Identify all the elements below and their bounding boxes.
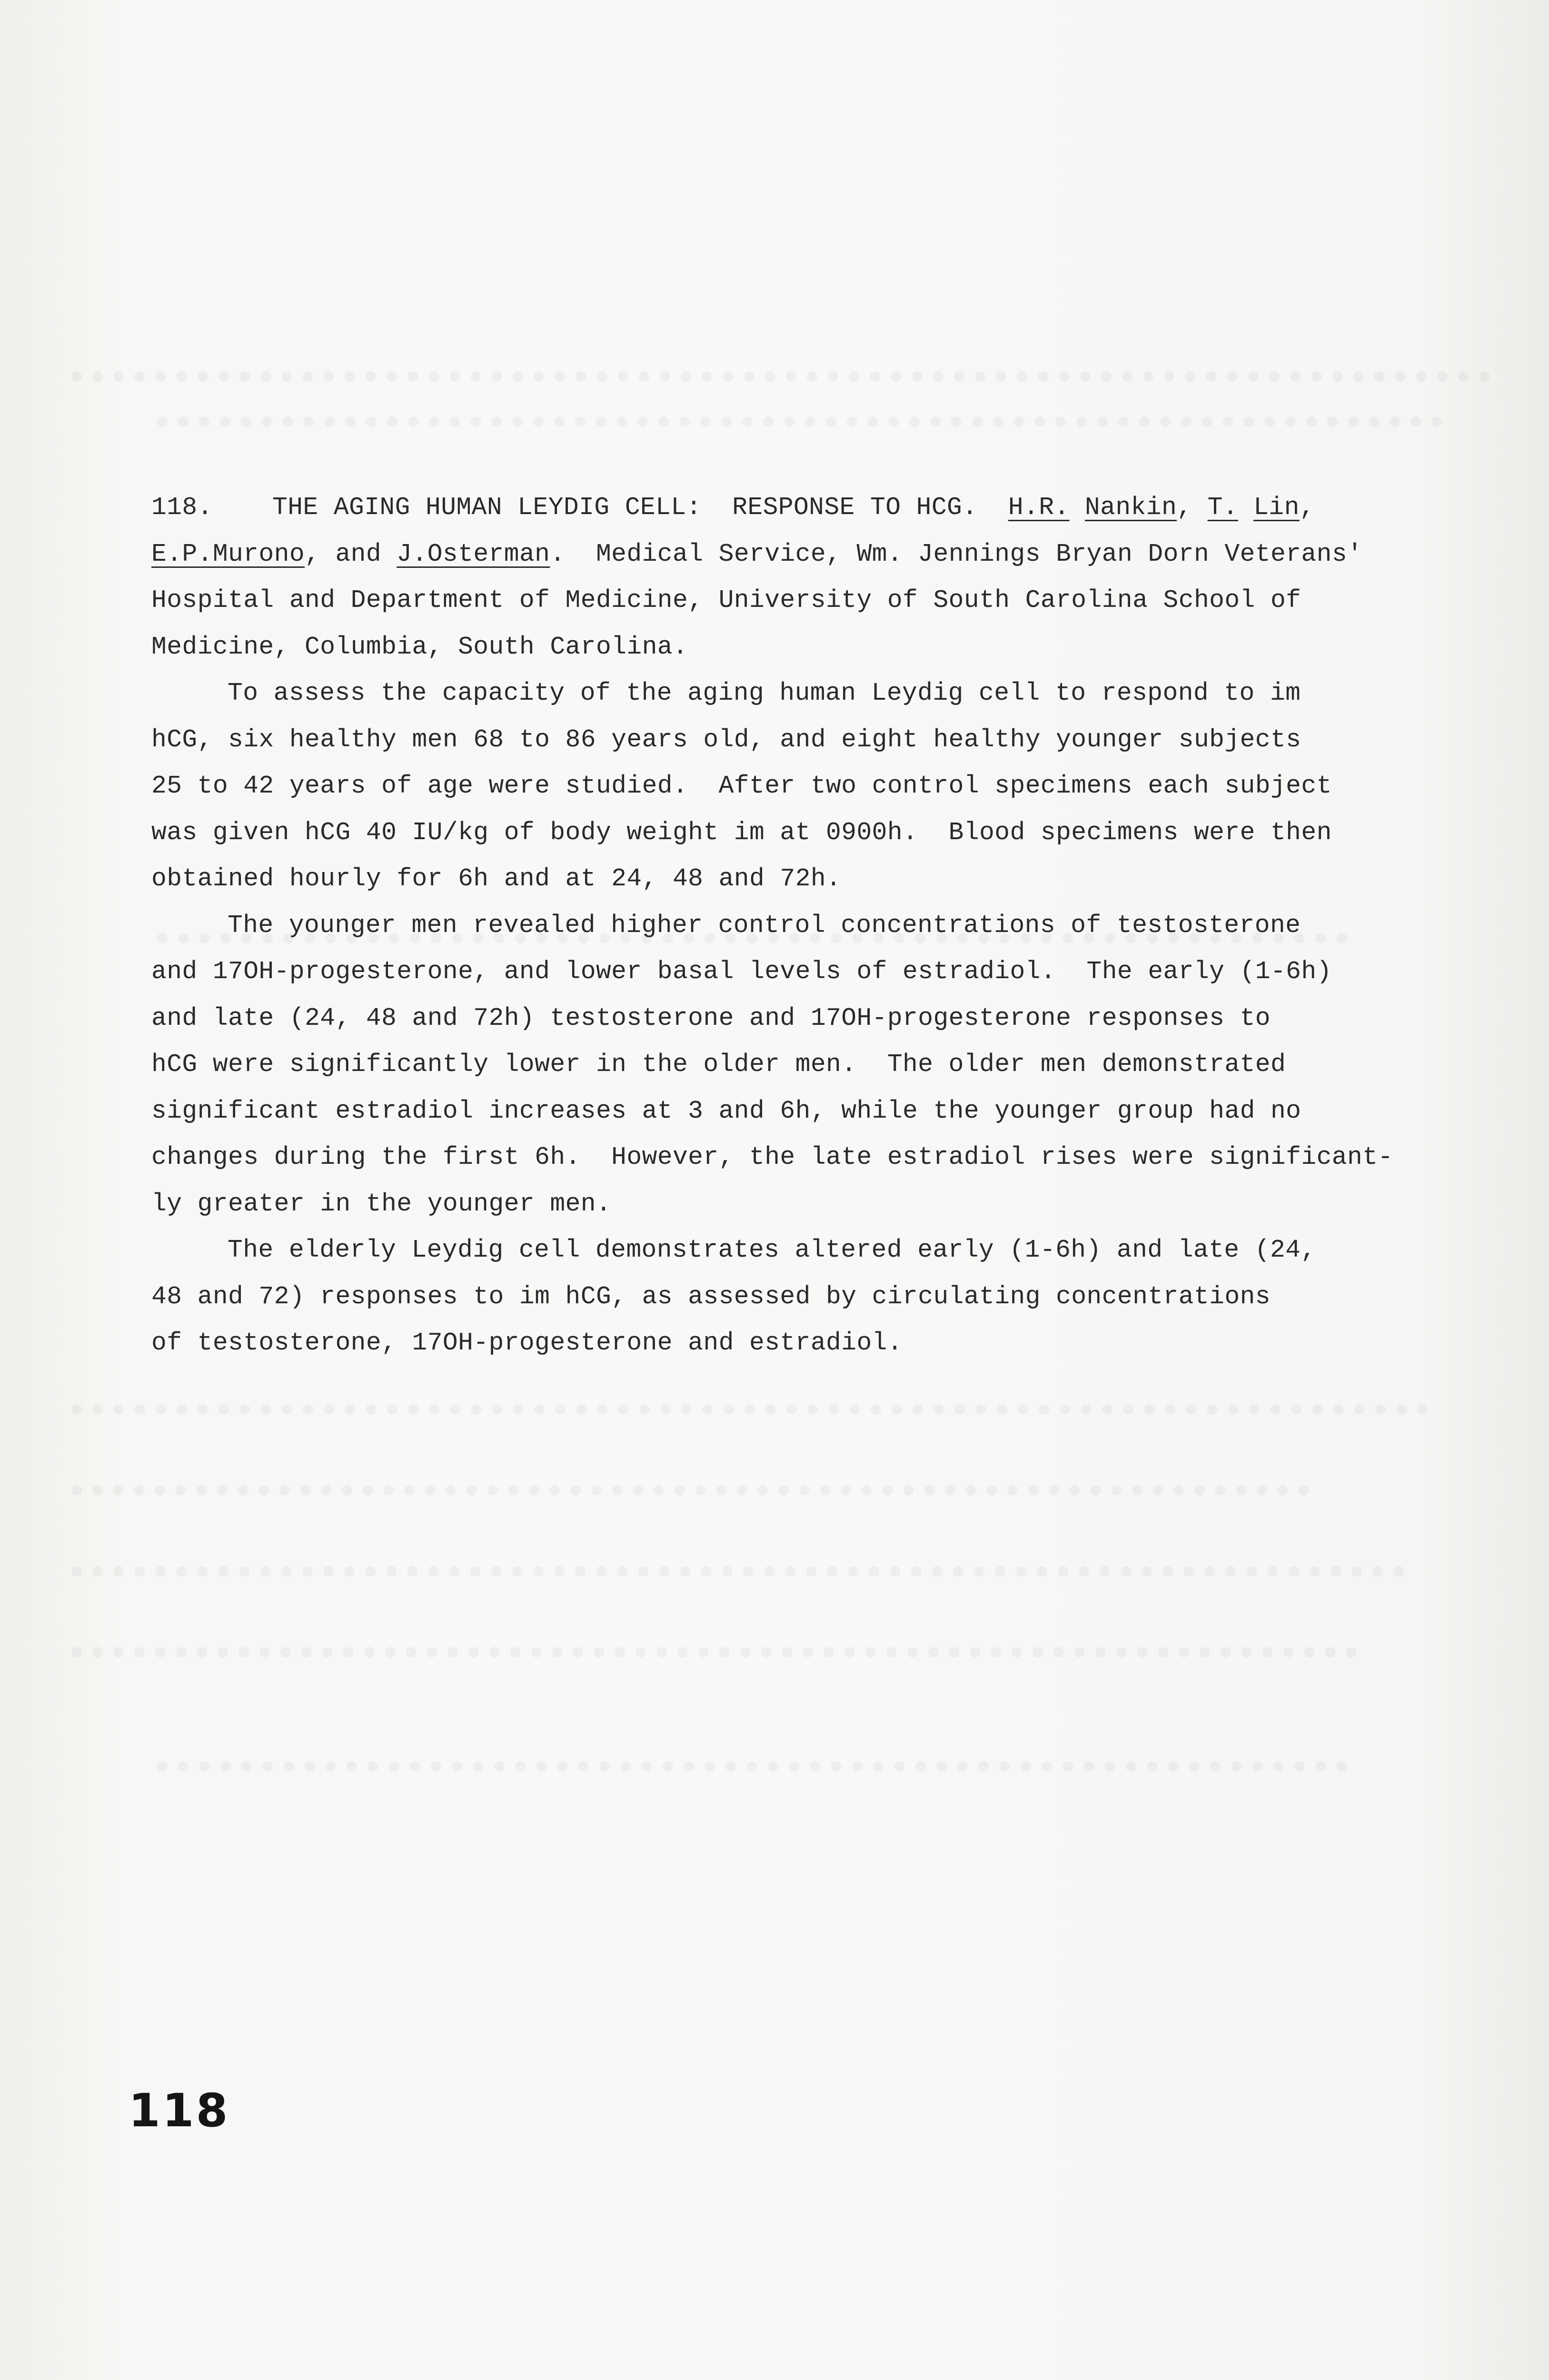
paragraph-1-line: hCG, six healthy men 68 to 86 years old, and eight healthy younger subjects <box>151 725 1301 754</box>
paragraph-1-line: obtained hourly for 6h and at 24, 48 and 72h. <box>151 864 842 893</box>
bleed-through-line <box>157 1761 1347 1772</box>
paragraph-2-line: and 17OH-progesterone, and lower basal levels of estradiol. The early (1-6h) <box>151 957 1332 986</box>
affiliation-line: Medicine, Columbia, South Carolina. <box>151 632 688 661</box>
paragraph-3-line: The elderly Leydig cell demonstrates altered early (1-6h) and late (24, <box>228 1236 1316 1264</box>
author-2-initial: T. <box>1207 493 1238 522</box>
paragraph-2-line: and late (24, 48 and 72h) testosterone and 17OH-progesterone responses to <box>151 1003 1271 1032</box>
author-2-surname: Lin <box>1253 493 1300 522</box>
author-1-initials: H.R. <box>1008 493 1070 522</box>
paragraph-1-line: 25 to 42 years of age were studied. After two control specimens each subject <box>151 772 1332 800</box>
bleed-through-line <box>157 416 1442 427</box>
paragraph-2-line: changes during the first 6h. However, the late estradiol rises were significant- <box>151 1143 1393 1171</box>
paragraph-2-line: hCG were significantly lower in the older men. The older men demonstrated <box>151 1050 1286 1079</box>
paragraph-2-line: ly greater in the younger men. <box>151 1189 612 1218</box>
author-1-surname: Nankin <box>1084 493 1177 522</box>
bleed-through-line <box>71 1647 1357 1657</box>
affiliation-line: Hospital and Department of Medicine, University of South Carolina School of <box>151 586 1301 615</box>
paragraph-1-line: To assess the capacity of the aging human Leydig cell to respond to im <box>228 679 1301 707</box>
paragraph-1-line: was given hCG 40 IU/kg of body weight im at 0900h. Blood specimens were then <box>151 818 1332 847</box>
abstract <box>151 485 1446 1367</box>
bleed-through-line <box>71 1566 1404 1577</box>
authors-line <box>151 531 1446 578</box>
paragraph-2-line: significant estradiol increases at 3 and 6h, while the younger group had no <box>151 1096 1301 1125</box>
paragraph-3-line: 48 and 72) responses to im hCG, as assessed by circulating concentrations <box>151 1282 1271 1311</box>
author-4: J.Osterman <box>397 539 550 568</box>
authors-separator: , and <box>305 539 397 568</box>
author-3: E.P.Murono <box>151 539 305 568</box>
abstract-heading-line: 118. THE AGING HUMAN LEYDIG CELL: RESPONSE TO HCG. H.R. Nankin, T. Lin, <box>151 485 1446 531</box>
abstract-number: 118. <box>151 493 213 522</box>
abstract-title: THE AGING HUMAN LEYDIG CELL: RESPONSE TO HCG. <box>272 493 978 522</box>
page-number: 118 <box>129 2084 230 2137</box>
bleed-through-line <box>71 371 1490 382</box>
bleed-through-line <box>71 1485 1309 1496</box>
paragraph-3-line: of testosterone, 17OH-progesterone and estradiol. <box>151 1329 903 1357</box>
affiliation-start: . Medical Service, Wm. Jennings Bryan Dorn Veterans' <box>550 539 1363 568</box>
paragraph-2-line: The younger men revealed higher control concentrations of testosterone <box>228 911 1301 940</box>
bleed-through-line <box>71 1404 1428 1415</box>
